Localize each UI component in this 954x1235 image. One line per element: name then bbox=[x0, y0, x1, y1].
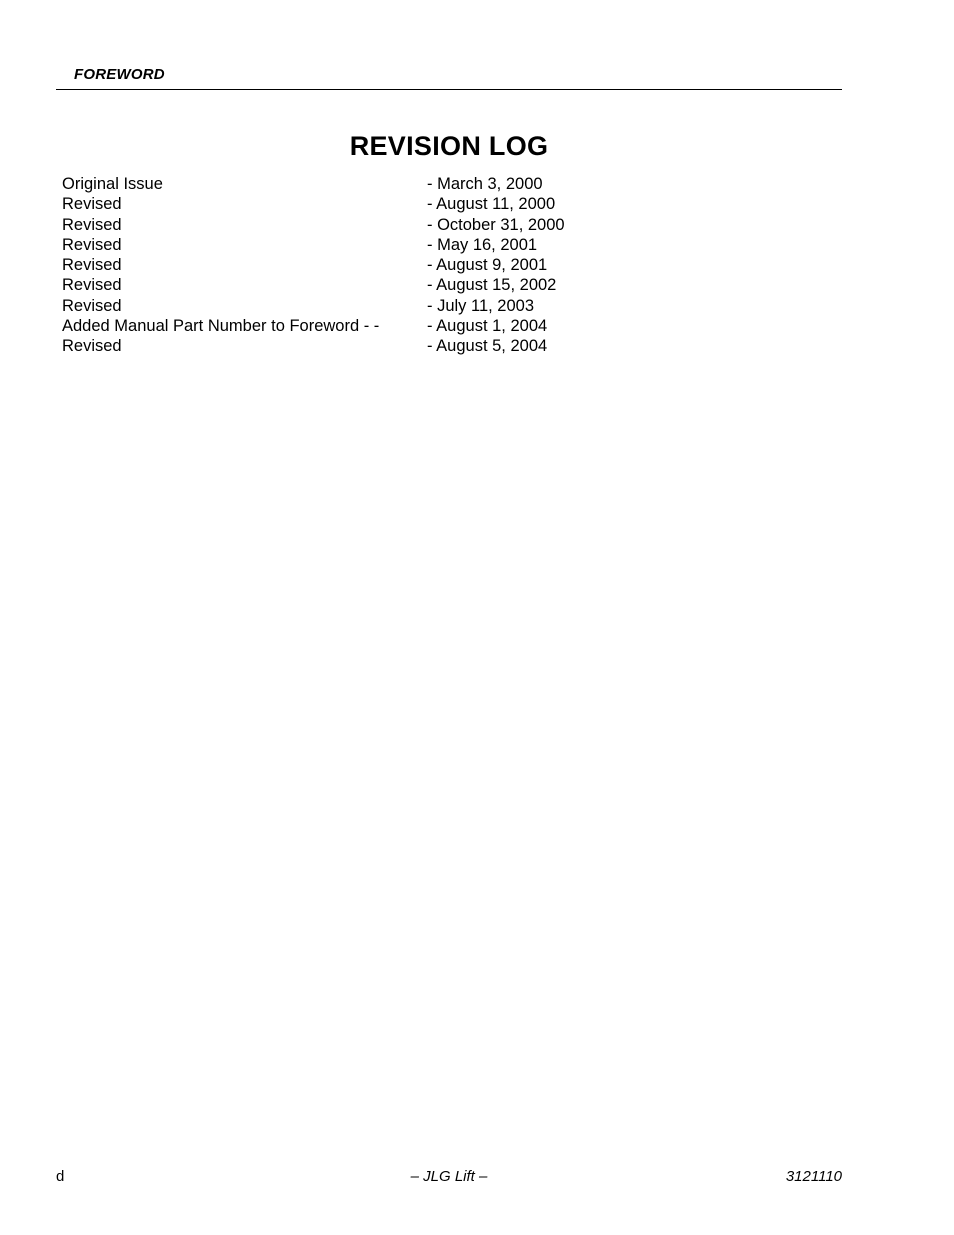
header-rule bbox=[56, 89, 842, 90]
footer-page-number: d bbox=[56, 1168, 65, 1185]
revision-row bbox=[62, 215, 622, 235]
revision-row bbox=[62, 174, 622, 194]
revision-row bbox=[62, 316, 622, 336]
revision-row bbox=[62, 194, 622, 214]
revision-description: Revised bbox=[62, 296, 122, 315]
revision-row bbox=[62, 255, 622, 275]
revision-log-table bbox=[62, 174, 622, 356]
revision-date: - August 9, 2001 bbox=[427, 256, 548, 274]
revision-date: - August 15, 2002 bbox=[427, 276, 557, 295]
revision-description: Revised bbox=[62, 195, 122, 214]
revision-row bbox=[62, 275, 622, 295]
revision-description: Revised bbox=[62, 256, 122, 274]
running-header: FOREWORD bbox=[74, 66, 165, 83]
revision-date: - October 31, 2000 bbox=[427, 215, 565, 234]
revision-row bbox=[62, 235, 622, 255]
footer-document-number: 3121110 bbox=[785, 1168, 842, 1185]
revision-description: Added Manual Part Number to Foreword - - bbox=[62, 316, 380, 335]
revision-description: Revised bbox=[62, 276, 122, 295]
revision-description: Revised bbox=[62, 235, 122, 254]
footer-publisher: – JLG Lift – bbox=[410, 1168, 488, 1185]
revision-date: - July 11, 2003 bbox=[427, 296, 535, 315]
page-title: REVISION LOG bbox=[349, 131, 549, 161]
revision-row bbox=[62, 296, 622, 316]
revision-description: Revised bbox=[62, 215, 122, 234]
revision-date: - August 5, 2004 bbox=[427, 337, 548, 355]
revision-date: - August 11, 2000 bbox=[427, 195, 556, 214]
revision-description: Original Issue bbox=[62, 175, 163, 193]
revision-date: - May 16, 2001 bbox=[427, 235, 538, 254]
revision-description: Revised bbox=[62, 337, 122, 355]
revision-date: - August 1, 2004 bbox=[427, 316, 548, 335]
revision-date: - March 3, 2000 bbox=[427, 175, 543, 193]
revision-row bbox=[62, 336, 622, 356]
